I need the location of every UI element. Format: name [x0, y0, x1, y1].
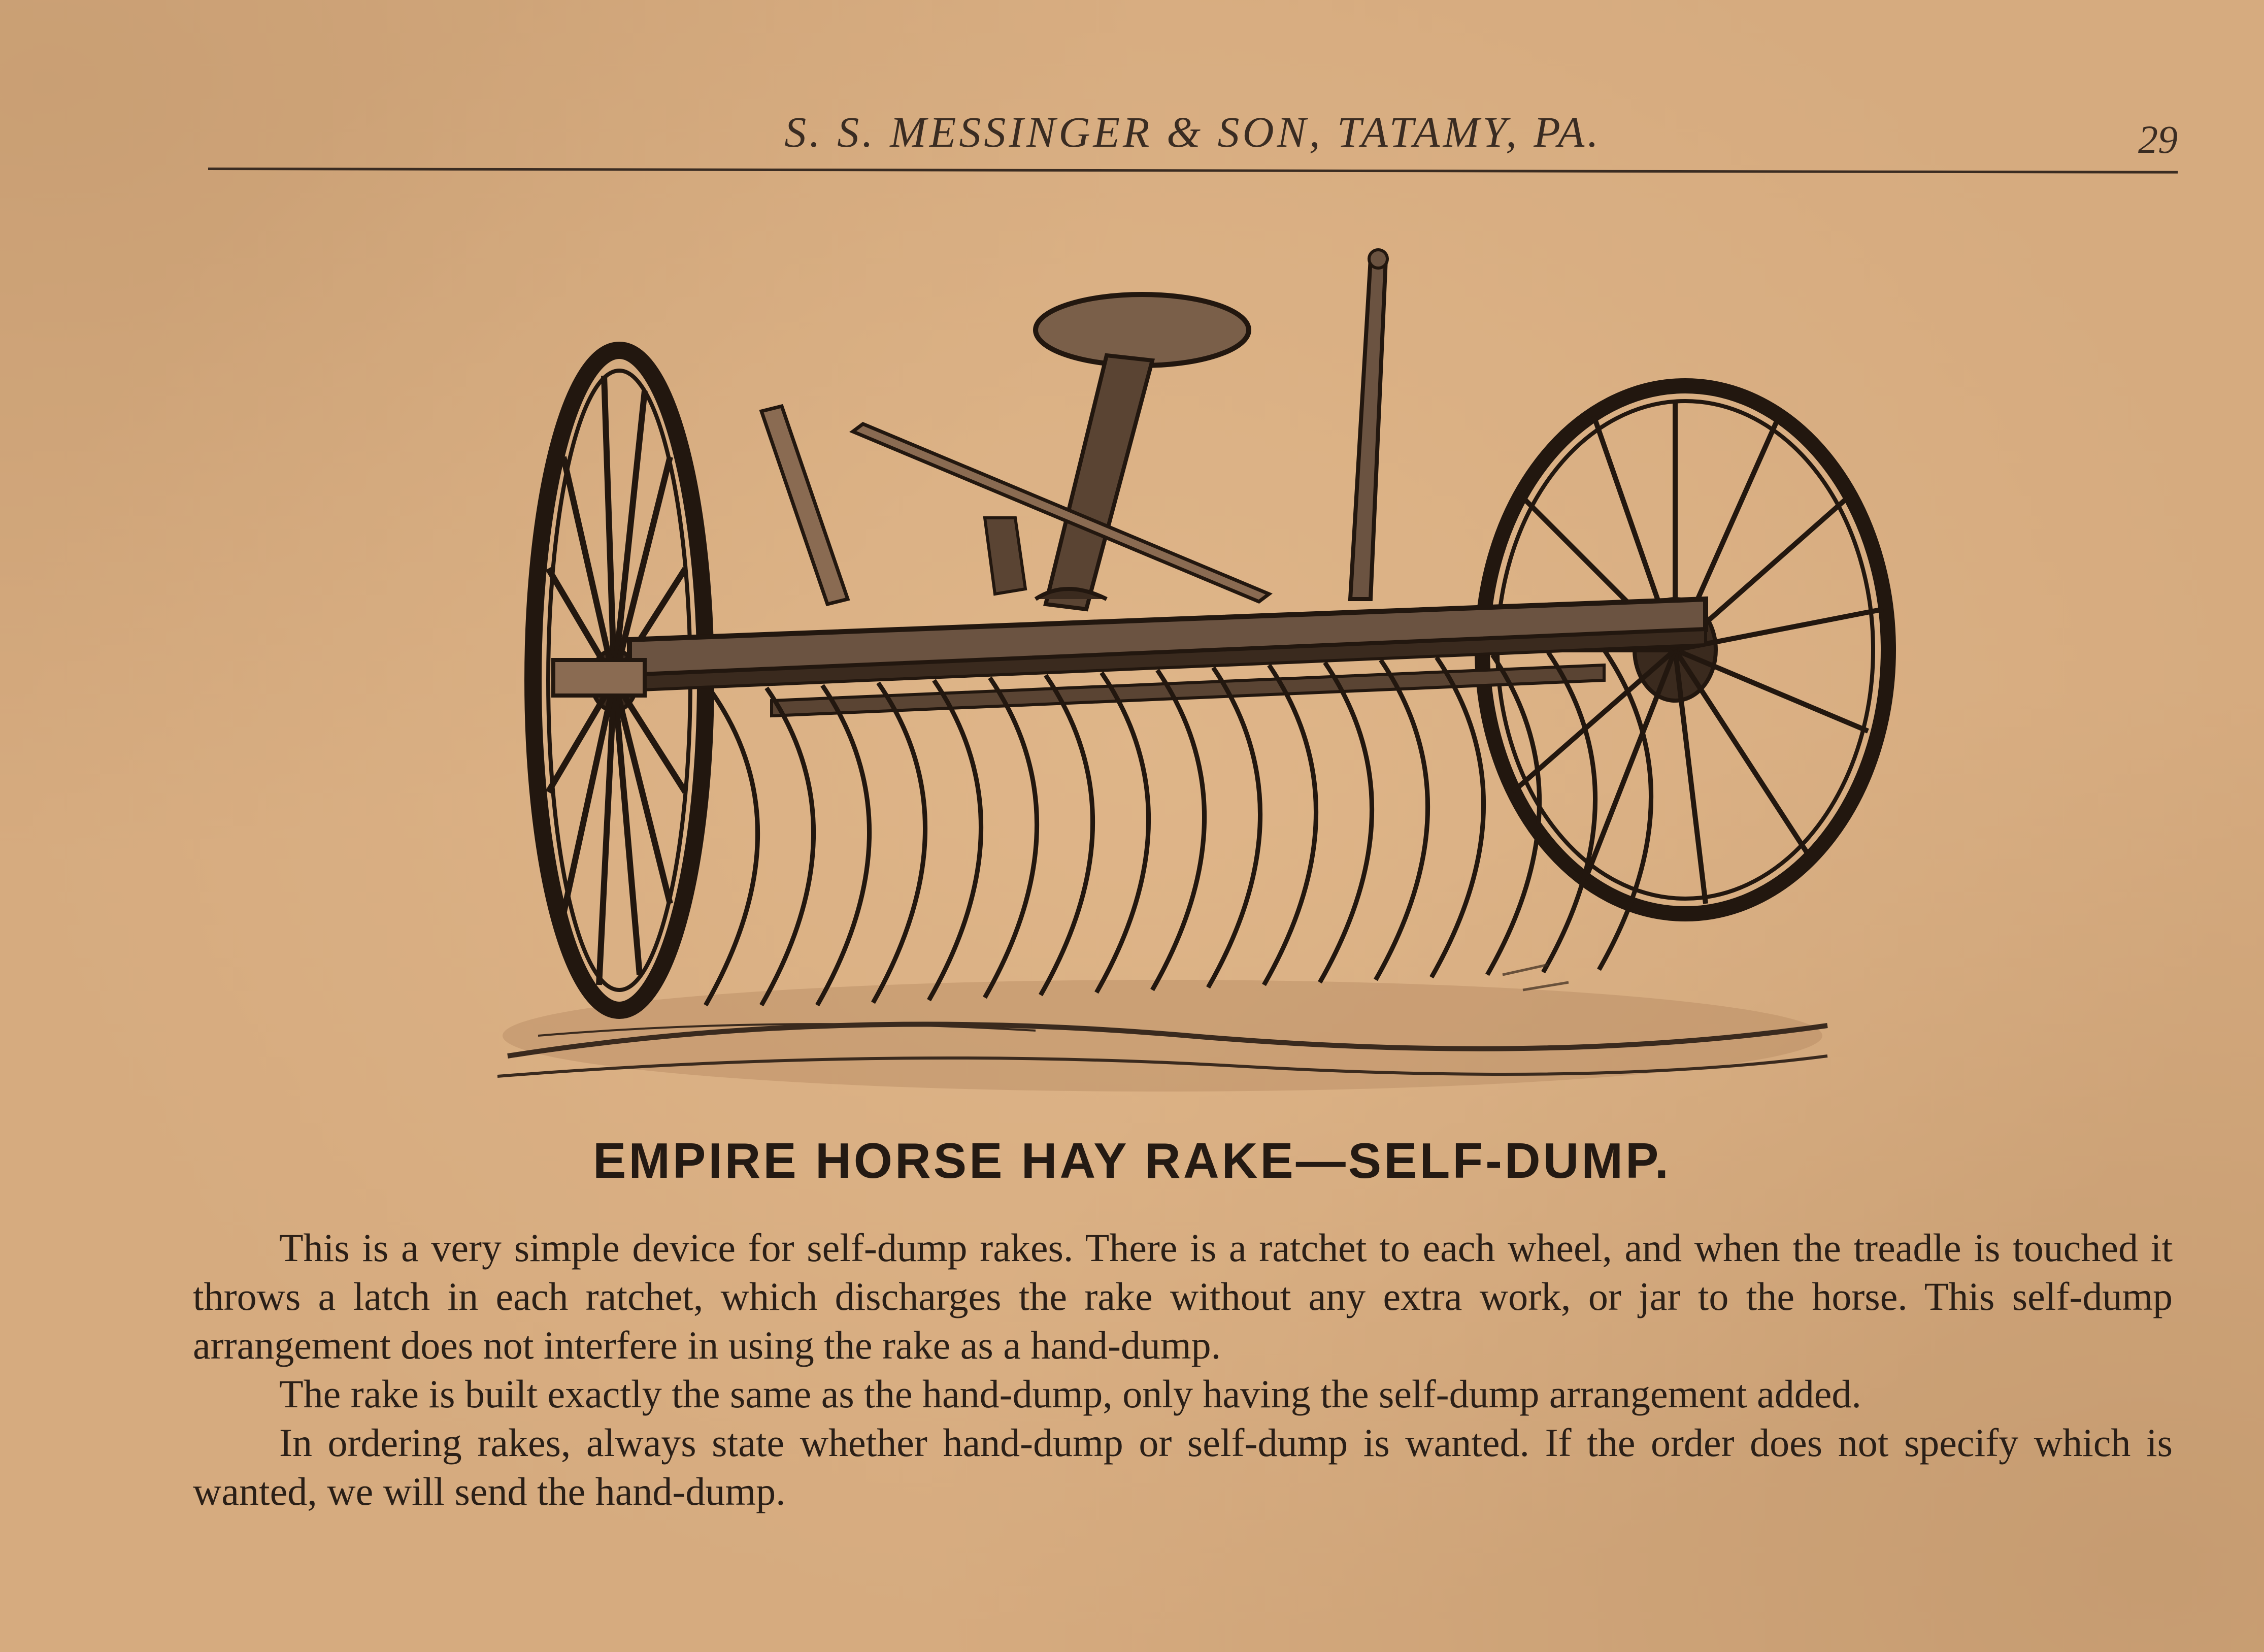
- paragraph: In ordering rakes, always state whether hand-dump or self-dump is wanted. If the order does not specify which is wanted, we will send the hand-dump.: [193, 1420, 2173, 1513]
- engraver-mark: [1503, 965, 1569, 990]
- shafts: [761, 406, 1269, 604]
- hay-rake-engraving: [477, 244, 1899, 1117]
- product-caption: EMPIRE HORSE HAY RAKE—SELF-DUMP.: [593, 1133, 1671, 1188]
- header-title: S. S. MESSINGER & SON, TATAMY, PA.: [784, 108, 1602, 156]
- page-number: 29: [2138, 117, 2178, 161]
- paragraph: The rake is built exactly the same as the hand-dump, only having the self-dump arrangement added.: [279, 1372, 1861, 1416]
- ground-shadow: [497, 980, 1827, 1092]
- rake-illustration: [477, 244, 1899, 1117]
- rake-seat: [1036, 294, 1249, 609]
- dump-lever: [1350, 250, 1387, 599]
- description-body: [193, 1224, 2173, 1516]
- page-header: [208, 96, 2178, 173]
- paragraph: This is a very simple device for self-dump rakes. There is a ratchet to each wheel, and when the treadle is touched it throws a latch in each ratchet, which discharges the rake without any extra work, or jar to the horse. This self-dump arrangement does not interfere in using the rake as a hand-dump.: [193, 1226, 2173, 1367]
